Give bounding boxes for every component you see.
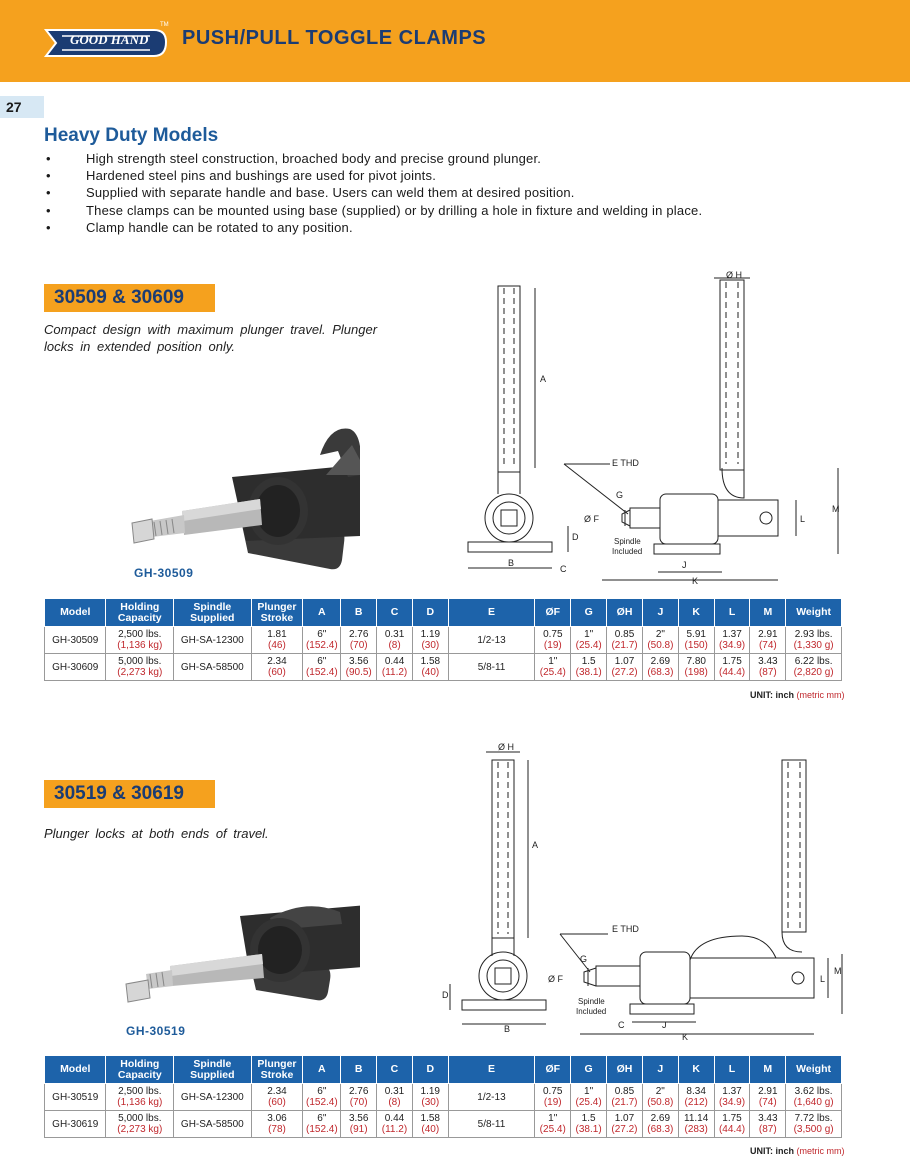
col-header: G <box>571 599 607 627</box>
label-g: G <box>580 954 588 964</box>
col-header: J <box>642 1056 678 1084</box>
label-k: K <box>692 576 699 586</box>
cell-l: 1.75 (44.4) <box>714 1111 750 1138</box>
cell-spindle: GH-SA-58500 <box>174 1111 251 1138</box>
col-header: D <box>412 599 448 627</box>
cell-f: 0.75 (19) <box>535 1084 571 1111</box>
table-header-row <box>45 599 842 627</box>
col-header: C <box>377 599 413 627</box>
cell-k: 7.80 (198) <box>678 654 714 681</box>
cell-weight: 2.93 lbs. (1,330 g) <box>786 627 842 654</box>
col-header: K <box>678 1056 714 1084</box>
label-included: Included <box>576 1007 607 1016</box>
cell-m: 3.43 (87) <box>750 654 786 681</box>
label-b: B <box>504 1024 511 1034</box>
cell-capacity: 2,500 lbs. (1,136 kg) <box>106 1084 174 1111</box>
description-line: Compact design with maximum plunger travel. Plunger <box>44 322 378 337</box>
cell-capacity: 5,000 lbs. (2,273 kg) <box>106 654 174 681</box>
label-m: M <box>832 504 840 514</box>
cell-f: 0.75 (19) <box>535 627 571 654</box>
cell-a: 6" (152.4) <box>303 654 341 681</box>
cell-h: 0.85 (21.7) <box>607 1084 643 1111</box>
page-number: 27 <box>0 96 44 118</box>
cell-k: 5.91 (150) <box>678 627 714 654</box>
cell-model: GH-30609 <box>45 654 106 681</box>
cell-e: 5/8-11 <box>448 1111 535 1138</box>
dimension-drawing-30519 <box>436 740 850 1050</box>
cell-b: 2.76 (70) <box>341 1084 377 1111</box>
group1-description <box>44 321 377 355</box>
col-header: Holding Capacity <box>106 1056 174 1084</box>
cell-j: 2.69 (68.3) <box>642 1111 678 1138</box>
col-header: Model <box>45 1056 106 1084</box>
cell-j: 2" (50.8) <box>642 627 678 654</box>
cell-weight: 3.62 lbs. (1,640 g) <box>786 1084 842 1111</box>
cell-h: 0.85 (21.7) <box>607 627 643 654</box>
cell-c: 0.31 (8) <box>377 627 413 654</box>
col-header: B <box>341 1056 377 1084</box>
col-header: M <box>750 1056 786 1084</box>
photo-label-30519: GH-30519 <box>126 1024 186 1038</box>
cell-c: 0.44 (11.2) <box>377 654 413 681</box>
col-header: D <box>412 1056 448 1084</box>
col-header: Spindle Supplied <box>174 599 251 627</box>
cell-e: 1/2-13 <box>448 1084 535 1111</box>
col-header: M <box>750 599 786 627</box>
label-l: L <box>820 974 826 984</box>
label-k: K <box>682 1032 689 1042</box>
col-header: A <box>303 1056 341 1084</box>
group2-description: Plunger locks at both ends of travel. <box>44 826 269 841</box>
col-header: C <box>377 1056 413 1084</box>
label-c: C <box>618 1020 625 1030</box>
col-header: G <box>571 1056 607 1084</box>
cell-l: 1.75 (44.4) <box>714 654 750 681</box>
cell-g: 1" (25.4) <box>571 627 607 654</box>
label-e: E THD <box>612 924 639 934</box>
header-bar <box>0 0 910 82</box>
feature-item: • Supplied with separate handle and base. Users can weld them at desired position. <box>44 184 702 201</box>
cell-capacity: 5,000 lbs. (2,273 kg) <box>106 1111 174 1138</box>
cell-d: 1.19 (30) <box>412 1084 448 1111</box>
cell-e: 1/2-13 <box>448 627 535 654</box>
cell-capacity: 2,500 lbs. (1,136 kg) <box>106 627 174 654</box>
cell-weight: 6.22 lbs. (2,820 g) <box>786 654 842 681</box>
cell-spindle: GH-SA-58500 <box>174 654 251 681</box>
cell-f: 1" (25.4) <box>535 1111 571 1138</box>
cell-stroke: 1.81 (46) <box>251 627 303 654</box>
table-row <box>45 654 842 681</box>
spec-table-30519 <box>44 1055 842 1138</box>
col-header: L <box>714 599 750 627</box>
label-h: Ø H <box>498 742 515 752</box>
col-header: Weight <box>786 599 842 627</box>
page-title: PUSH/PULL TOGGLE CLAMPS <box>182 27 487 49</box>
table-row <box>45 1111 842 1138</box>
cell-l: 1.37 (34.9) <box>714 627 750 654</box>
col-header: K <box>678 599 714 627</box>
cell-g: 1.5 (38.1) <box>571 654 607 681</box>
cell-m: 3.43 (87) <box>750 1111 786 1138</box>
table-row <box>45 1084 842 1111</box>
label-b: B <box>508 558 515 568</box>
table-row <box>45 627 842 654</box>
feature-item: • Hardened steel pins and bushings are used for pivot joints. <box>44 167 702 184</box>
cell-model: GH-30619 <box>45 1111 106 1138</box>
cell-a: 6" (152.4) <box>303 1111 341 1138</box>
cell-f: 1" (25.4) <box>535 654 571 681</box>
cell-spindle: GH-SA-12300 <box>174 1084 251 1111</box>
logo-trademark: TM <box>160 22 169 28</box>
label-l: L <box>800 514 806 524</box>
cell-b: 2.76 (70) <box>341 627 377 654</box>
feature-item: • High strength steel construction, broached body and precise ground plunger. <box>44 150 702 167</box>
cell-spindle: GH-SA-12300 <box>174 627 251 654</box>
cell-m: 2.91 (74) <box>750 627 786 654</box>
cell-c: 0.44 (11.2) <box>377 1111 413 1138</box>
cell-c: 0.31 (8) <box>377 1084 413 1111</box>
label-h: Ø H <box>726 270 743 280</box>
col-header: Weight <box>786 1056 842 1084</box>
cell-model: GH-30509 <box>45 627 106 654</box>
table-header-row <box>45 1056 842 1084</box>
cell-a: 6" (152.4) <box>303 627 341 654</box>
product-photo-30509 <box>120 415 360 585</box>
description-line: locks in extended position only. <box>44 339 235 354</box>
label-j: J <box>662 1020 667 1030</box>
spec-table-30509 <box>44 598 842 681</box>
col-header: E <box>448 599 535 627</box>
label-d: D <box>442 990 449 1000</box>
cell-g: 1.5 (38.1) <box>571 1111 607 1138</box>
label-g: G <box>616 490 624 500</box>
col-header: J <box>642 599 678 627</box>
cell-model: GH-30519 <box>45 1084 106 1111</box>
col-header: ØH <box>607 599 643 627</box>
col-header: B <box>341 599 377 627</box>
unit-note: UNIT: inch (metric mm) <box>750 690 845 700</box>
cell-e: 5/8-11 <box>448 654 535 681</box>
model-tag-30519: 30519 & 30619 <box>44 780 215 808</box>
label-e: E THD <box>612 458 639 468</box>
cell-m: 2.91 (74) <box>750 1084 786 1111</box>
cell-k: 11.14 (283) <box>678 1111 714 1138</box>
feature-item: • Clamp handle can be rotated to any position. <box>44 219 702 236</box>
cell-d: 1.58 (40) <box>412 1111 448 1138</box>
label-f: Ø F <box>548 974 563 984</box>
feature-item: • These clamps can be mounted using base (supplied) or by drilling a hole in fixture and welding in place. <box>44 202 702 219</box>
label-j: J <box>682 560 687 570</box>
col-header: Model <box>45 599 106 627</box>
label-a: A <box>540 374 547 384</box>
unit-note: UNIT: inch (metric mm) <box>750 1146 845 1156</box>
label-included: Included <box>612 547 643 556</box>
cell-j: 2.69 (68.3) <box>642 654 678 681</box>
cell-stroke: 2.34 (60) <box>251 654 303 681</box>
cell-b: 3.56 (91) <box>341 1111 377 1138</box>
cell-d: 1.19 (30) <box>412 627 448 654</box>
section-title: Heavy Duty Models <box>44 125 219 146</box>
cell-b: 3.56 (90.5) <box>341 654 377 681</box>
label-spindle: Spindle <box>578 997 605 1006</box>
cell-d: 1.58 (40) <box>412 654 448 681</box>
photo-label-30509: GH-30509 <box>134 566 194 580</box>
cell-stroke: 3.06 (78) <box>251 1111 303 1138</box>
col-header: A <box>303 599 341 627</box>
feature-list <box>44 150 702 236</box>
logo-text: GOOD HAND <box>70 32 149 47</box>
col-header: ØF <box>535 599 571 627</box>
col-header: Plunger Stroke <box>251 1056 303 1084</box>
cell-h: 1.07 (27.2) <box>607 1111 643 1138</box>
label-f: Ø F <box>584 514 599 524</box>
col-header: Plunger Stroke <box>251 599 303 627</box>
col-header: E <box>448 1056 535 1084</box>
label-a: A <box>532 840 539 850</box>
col-header: L <box>714 1056 750 1084</box>
model-tag-30509: 30509 & 30609 <box>44 284 215 312</box>
cell-g: 1" (25.4) <box>571 1084 607 1111</box>
product-photo-30519 <box>110 868 360 1018</box>
dimension-drawing-30509 <box>460 268 850 588</box>
cell-l: 1.37 (34.9) <box>714 1084 750 1111</box>
cell-j: 2" (50.8) <box>642 1084 678 1111</box>
col-header: ØF <box>535 1056 571 1084</box>
col-header: Spindle Supplied <box>174 1056 251 1084</box>
cell-a: 6" (152.4) <box>303 1084 341 1111</box>
cell-h: 1.07 (27.2) <box>607 654 643 681</box>
col-header: ØH <box>607 1056 643 1084</box>
label-c: C <box>560 564 567 574</box>
cell-stroke: 2.34 (60) <box>251 1084 303 1111</box>
label-m: M <box>834 966 842 976</box>
cell-k: 8.34 (212) <box>678 1084 714 1111</box>
label-spindle: Spindle <box>614 537 641 546</box>
col-header: Holding Capacity <box>106 599 174 627</box>
label-d: D <box>572 532 579 542</box>
cell-weight: 7.72 lbs. (3,500 g) <box>786 1111 842 1138</box>
